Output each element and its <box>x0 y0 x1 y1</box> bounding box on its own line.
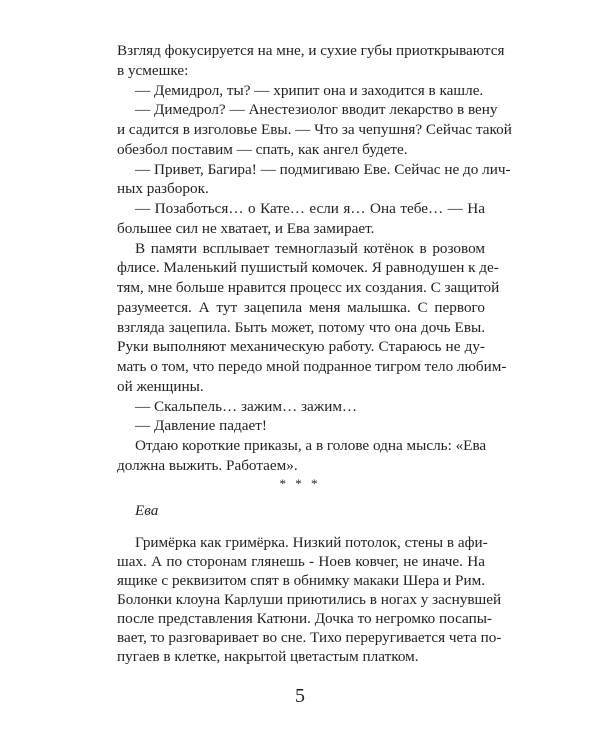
text-line: Отдаю короткие приказы, а в голове одна мысль: «Ева <box>135 437 487 454</box>
text-line: Гримёрка как гримёрка. Низкий потолок, стены в афи- <box>135 534 488 551</box>
text-line: — Димедрол? — Анестезиолог вводит лекарство в вену <box>135 101 498 118</box>
text-line: взгляда зацепила. Быть может, потому что она дочь Евы. <box>117 319 485 336</box>
text-line: — Скальпель… зажим… зажим… <box>135 398 358 415</box>
text-line: обезбол поставим — спать, как ангел будете. <box>117 141 408 158</box>
text-line: шах. А по сторонам глянешь - Ноев ковчег, не иначе. На <box>117 553 485 570</box>
text-line: вает, то разговаривает во сне. Тихо переругивается чета по- <box>117 629 502 646</box>
text-line: должна выжить. Работаем». <box>117 457 298 474</box>
text-line: после представления Катюни. Дочка то негромко посапы- <box>117 610 492 627</box>
text-line: Руки выполняют механическую работу. Стараюсь не ду- <box>117 338 485 355</box>
text-line: и садится в изголовье Евы. — Что за чепушня? Сейчас такой <box>117 121 512 138</box>
text-line: ой женщины. <box>117 378 204 395</box>
text-line: мать о том, что передо мной подранное тигром тело любим- <box>117 358 507 375</box>
text-line: — Давление падает! <box>135 417 267 434</box>
text-line: ных разборок. <box>117 180 209 197</box>
text-line: в усмешке: <box>117 62 189 79</box>
section-separator: * * * <box>279 476 321 491</box>
text-line: большее сил не хватает, и Ева замирает. <box>117 220 375 237</box>
text-line: Болонки клоуна Карлуши приютились в ногах у заснувшей <box>117 591 502 608</box>
text-line: — Привет, Багира! — подмигиваю Еве. Сейчас не до лич- <box>135 161 511 178</box>
text-line: разумеется. А тут зацепила меня малышка. С первого <box>117 299 485 316</box>
page-number: 5 <box>295 685 305 707</box>
text-line: флисе. Маленький пушистый комочек. Я равнодушен к де- <box>117 259 499 276</box>
text-line: — Позаботься… о Кате… если я… Она тебе… — На <box>135 200 485 217</box>
text-line: пугаев в клетке, накрытой цветастым платком. <box>117 648 419 665</box>
text-line: В памяти всплывает темноглазый котёнок в розовом <box>135 240 485 257</box>
text-line: ящике с реквизитом спят в обнимку макаки Шера и Рим. <box>117 572 485 589</box>
text-line: тям, мне больше нравится процесс их создания. С защитой <box>117 279 500 296</box>
section-heading: Ева <box>135 502 159 519</box>
text-line: Взгляд фокусируется на мне, и сухие губы приоткрываются <box>117 42 505 59</box>
text-line: — Демидрол, ты? — хрипит она и заходится в кашле. <box>135 82 484 99</box>
